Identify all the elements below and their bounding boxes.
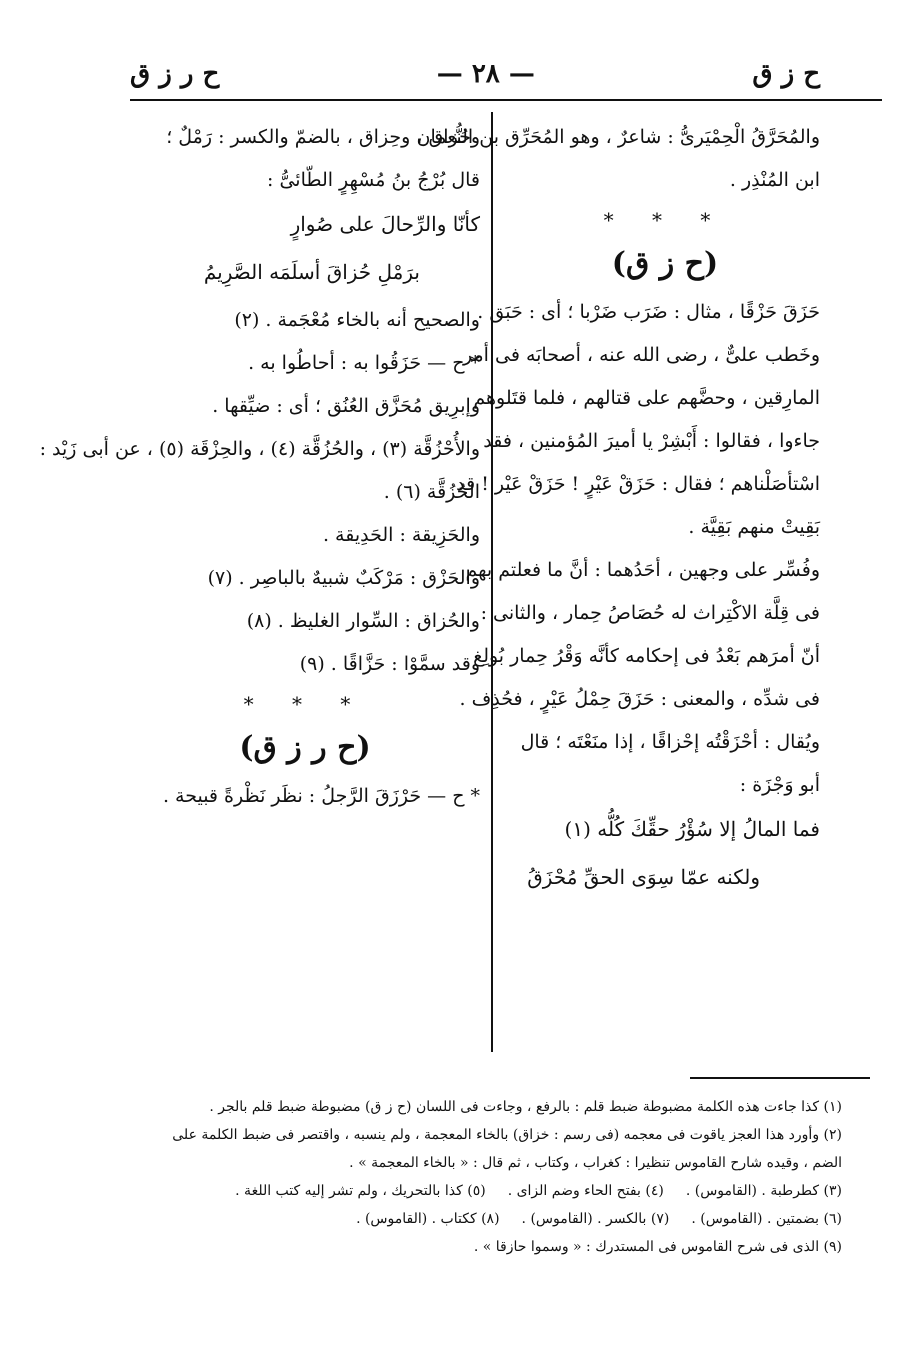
footnote: (٦) بضمتين . (القاموس) . xyxy=(691,1211,842,1227)
text-line: المارِقين ، وحضَّهم على قتالهم ، فلما قتَلوهم xyxy=(473,387,820,409)
header-rule xyxy=(130,99,882,101)
text-line: والصحيح أنه بالخاء مُعْجَمة . (٢) xyxy=(234,309,480,331)
footnote: الضم ، وقيده شارح القاموس تنظيرا : كغراب ، وكتاب ، ثم قال : « بالخاء المعجمة » . xyxy=(349,1155,842,1171)
footnote: (٣) كطرطبة . (القاموس) . xyxy=(685,1183,842,1199)
verse-line: برَمْلِ حُزاقَ أسلَمَه الصَّرِيمُ xyxy=(203,260,420,284)
text-line: وإبرِيق مُحَزَّق العُنُق ؛ أى : ضيِّقها . xyxy=(212,395,480,417)
footnote: (٨) ككتاب . (القاموس) . xyxy=(356,1211,500,1227)
footnote: (١) كذا جاءت هذه الكلمة مضبوطة ضبط قلم : بالرفع ، وجاءت فى اللسان (ح ز ق) مضبوطة ضبط قلم بالجر . xyxy=(209,1099,842,1115)
text-line: فى قِلَّة الاكْتِراث له حُصَاصُ حِمار ، والثانى : xyxy=(480,602,820,624)
entry-heading: (ح ر ز ق) xyxy=(239,730,371,765)
footnote-row xyxy=(130,1179,842,1203)
text-line: * ح — حَزَقُوا به : أحاطُوا به . xyxy=(248,352,480,374)
text-line: والحَزِيقة : الحَدِيقة . xyxy=(322,524,480,546)
text-line: وحُزاق ، وحِزاق ، بالضمّ والكسر : رَمْلٌ ؛ xyxy=(166,126,480,148)
text-line: بَقِيتْ منهم بَقِيَّة . xyxy=(688,516,820,538)
text-line: والحُزاق : السِّوار الغليظ . (٨) xyxy=(246,610,480,632)
section-separator: * * * xyxy=(603,208,727,232)
left-column xyxy=(39,122,480,824)
text-line: أنّ أمرَهم بَعْدُ فى إحكامه كأنَّه وَقْرُ حِمار بُولِغ xyxy=(473,645,820,667)
verse-line: ولكنه عمّا سِوَى الحقِّ مُحْزَقُ xyxy=(527,865,760,889)
footnote: (٤) بفتح الحاء وضم الزاى . xyxy=(507,1183,664,1199)
text-line: وقد سمَّوْا : حَزَّاقًا . (٩) xyxy=(299,653,480,675)
entry-heading: (ح ز ق) xyxy=(611,246,719,281)
footnotes xyxy=(130,1095,842,1263)
page-number: — ٢٨ — xyxy=(436,59,535,89)
verse-line: كأنّا والرِّحالَ على صُوارٍ xyxy=(290,212,480,236)
text-line: اسْتأصَلْناهم ؛ فقال : حَزَقْ عَيْرٍ ! حَزَقْ عَيْر ! قد xyxy=(456,473,820,495)
text-line: قال بُرْجُ بنُ مُسْهِرٍ الطّائىُّ : xyxy=(267,169,480,191)
footnote: (٩) الذى فى شرح القاموس فى المستدرك : « وسموا حازقا » . xyxy=(473,1239,842,1255)
text-line: ابن المُنْذِر . xyxy=(729,169,820,191)
header-right-title: ح ز ق xyxy=(752,59,820,89)
text-line: وخَطب علىٌّ ، رضى الله عنه ، أصحابَه فى أمر xyxy=(463,344,820,366)
footnote: (٥) كذا بالتحريك ، ولم تشر إليه كتب اللغة . xyxy=(235,1183,486,1199)
text-line: ويُقال : أحْزَقْتُه إحْزاقًا ، إذا منَعْتَه ؛ قال xyxy=(520,731,820,753)
footnote-row xyxy=(130,1207,842,1231)
text-line: حَزَقَ حَزْقًا ، مثال : ضَرَب ضَرْبا ؛ أى : حَبَق . xyxy=(477,301,820,323)
text-line: * ح — حَرْزَقَ الرَّجلُ : نظَر نَظْرةً قبيحة . xyxy=(162,785,480,807)
text-line: فى شدِّه ، والمعنى : حَزَقَ حِمْلُ عَيْرٍ ، فحُذِف . xyxy=(459,688,820,710)
section-separator: * * * xyxy=(243,692,367,716)
header-left-title: ح ر ز ق xyxy=(130,59,220,89)
footnote: (٢) وأورد هذا العجز ياقوت فى معجمه (فى رسم : خزاق) بالخاء المعجمة ، ولم ينسبه ، واقتصر فى ضبط الكلمة على xyxy=(172,1127,842,1143)
text-line: جاءوا ، فقالوا : أَبْشِرْ يا أميرَ المُؤمنين ، فقد xyxy=(483,430,820,452)
text-line: وفُسِّر على وجهين ، أحَدُهما : أنَّ ما فعلتم بهم xyxy=(465,559,820,581)
text-line: أبو وَجْزَة : xyxy=(739,774,820,796)
text-line: والمُحَرَّقُ الْحِمْيَرىُّ : شاعرٌ ، وهو المُحَرِّق بن النُّعمان xyxy=(416,126,820,148)
footnote-rule xyxy=(690,1077,870,1079)
footnote: (٧) بالكسر . (القاموس) . xyxy=(521,1211,670,1227)
text-line: الحُزُقَّة (٦) . xyxy=(383,481,480,503)
running-head xyxy=(130,52,820,96)
verse-line: فما المالُ إلا سُؤْرُ حقِّكَ كُلُّه (١) xyxy=(564,817,820,841)
text-line: والأُحْزُقَّة (٣) ، والحُزُقَّة (٤) ، والحِزْقَة (٥) ، عن أبى زَيْد : xyxy=(39,438,480,460)
text-line: والحَزْق : مَرْكَبٌ شبيهٌ بالباصِر . (٧) xyxy=(207,567,480,589)
